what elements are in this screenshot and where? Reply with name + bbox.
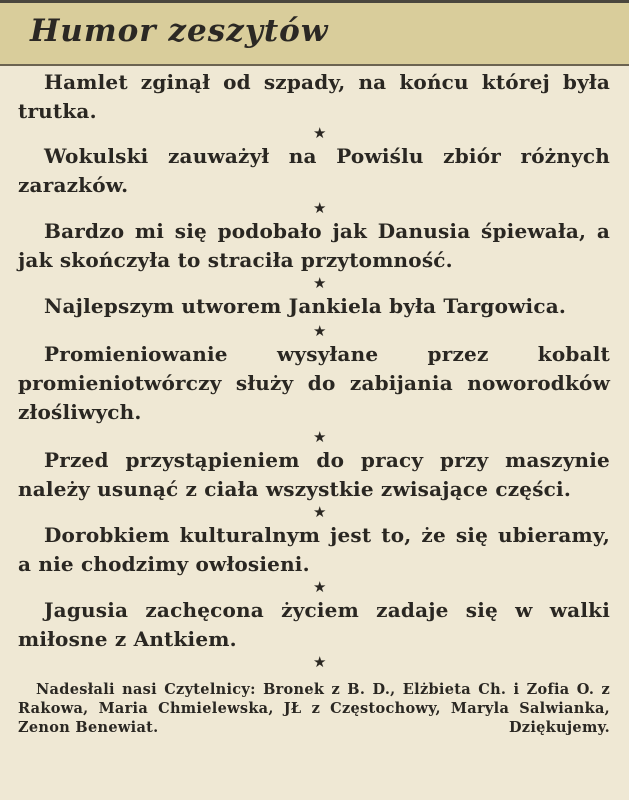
section-header xyxy=(0,0,629,66)
star-separator: ★ xyxy=(313,428,327,446)
star-separator: ★ xyxy=(313,124,327,142)
joke-item: Hamlet zginął od szpady, na końcu której była trutka. xyxy=(18,70,610,123)
joke-item: Dorobkiem kulturalnym jest to, że się ubieramy, a nie chodzimy owłosieni. xyxy=(18,523,610,576)
star-separator: ★ xyxy=(313,322,327,340)
thanks-text: Dziękujemy. xyxy=(508,719,610,736)
joke-item: Przed przystąpieniem do pracy przy maszynie należy usunąć z ciała wszystkie zwisające części. xyxy=(18,448,610,501)
joke-item: Promieniowanie wysyłane przez kobalt promieniotwórczy służy do zabijania noworodków złośliwych. xyxy=(18,342,610,424)
jokes-column xyxy=(18,66,610,737)
star-separator: ★ xyxy=(313,578,327,596)
star-separator: ★ xyxy=(313,503,327,521)
joke-item: Bardzo mi się podobało jak Danusia śpiewała, a jak skończyła to straciła przytomność. xyxy=(18,219,610,272)
star-separator: ★ xyxy=(313,199,327,217)
star-separator: ★ xyxy=(313,274,327,292)
star-separator: ★ xyxy=(313,653,327,671)
joke-item: Najlepszym utworem Jankiela była Targowica. xyxy=(44,294,567,318)
joke-item: Wokulski zauważył na Powiślu zbiór różnych zarazków. xyxy=(18,144,610,197)
section-title: Humor zeszytów xyxy=(30,13,329,49)
joke-item: Jagusia zachęcona życiem zadaje się w walki miłosne z Antkiem. xyxy=(18,598,610,651)
contributors-note xyxy=(18,680,610,737)
contributors-text: Nadesłali nasi Czytelnicy: Bronek z B. D., Elżbieta Ch. i Zofia O. z Rakowa, Maria Chmielewska, JŁ z Częstochowy, Maryla Salwianka, Zenon Benewiat. xyxy=(18,681,610,736)
